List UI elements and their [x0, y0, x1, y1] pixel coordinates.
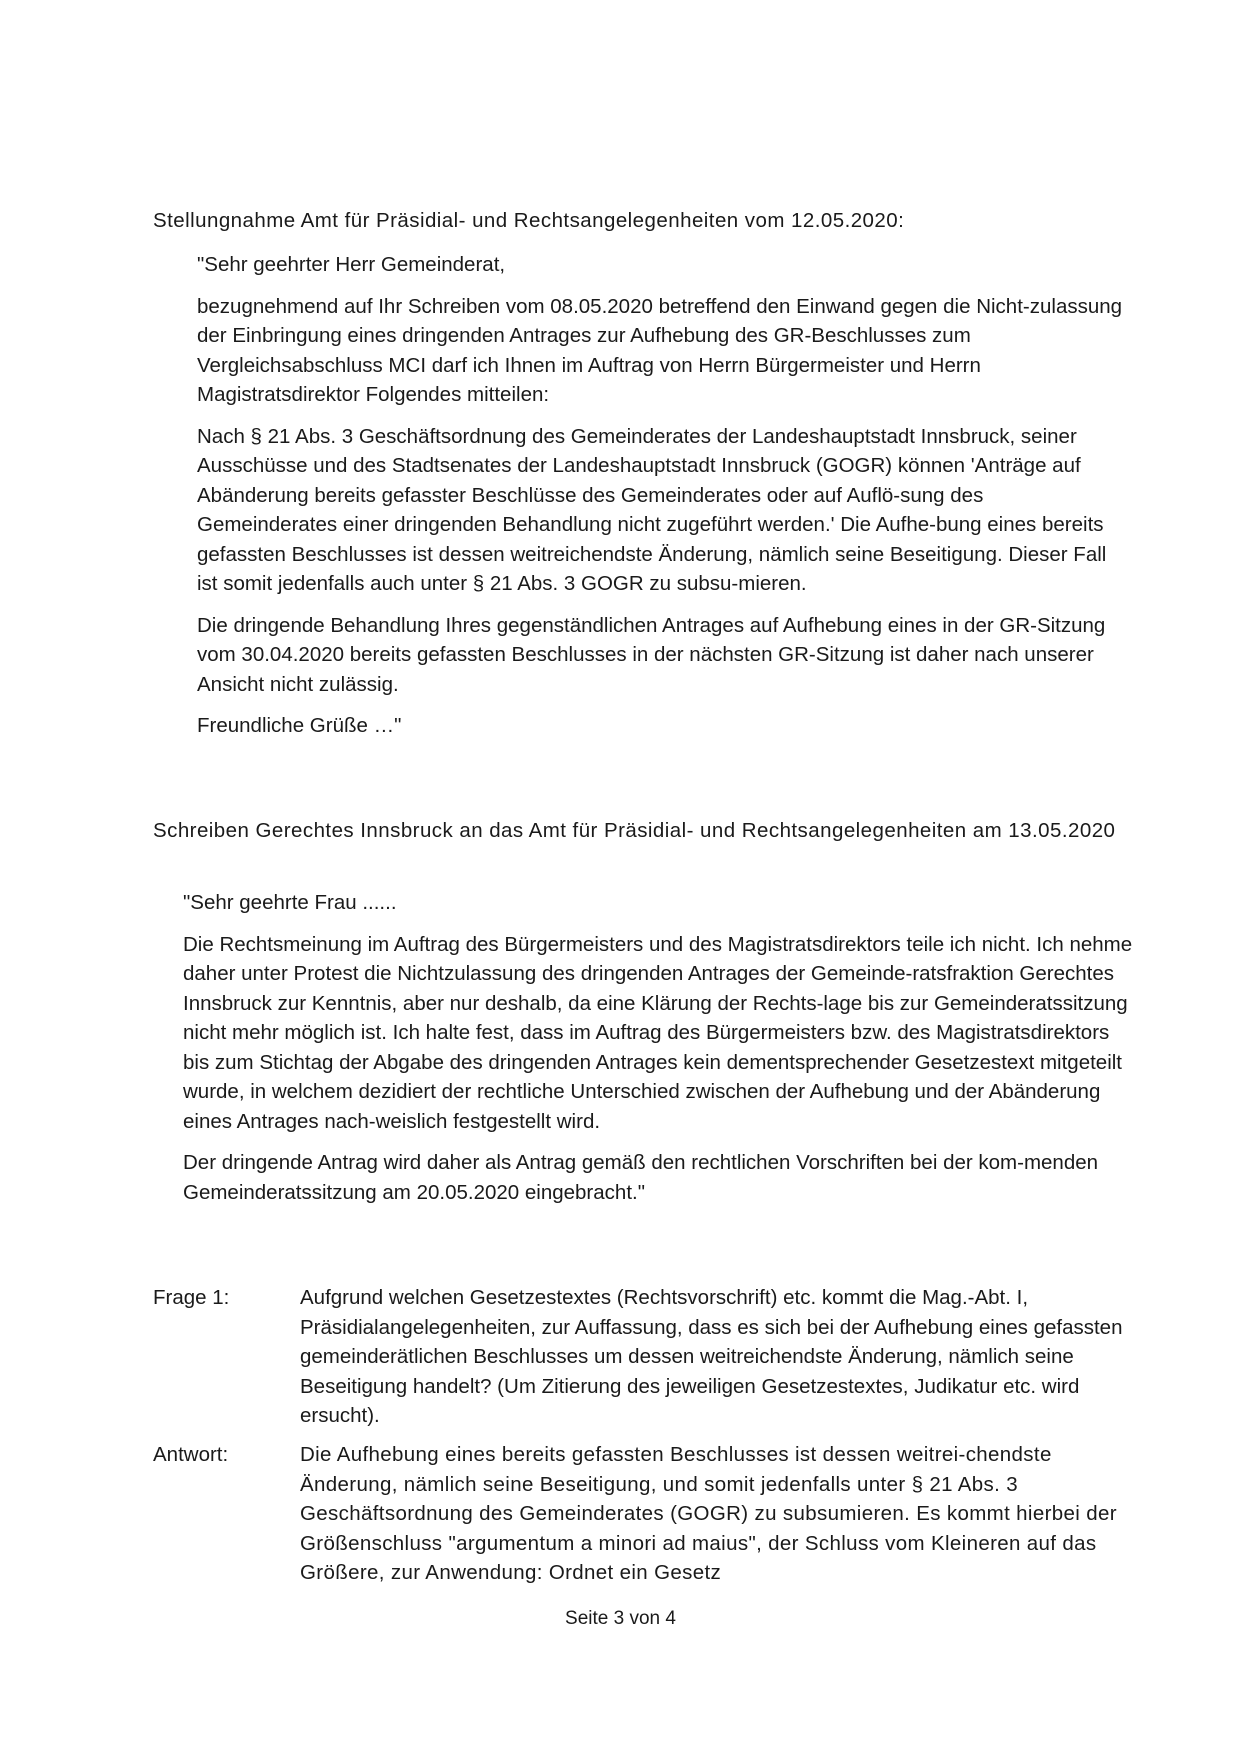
answer-label: Antwort:: [153, 1443, 229, 1466]
statement-paragraph-1: bezugnehmend auf Ihr Schreiben vom 08.05.2020 betreffend den Einwand gegen die Nicht-zulassung der Einbringung eines dringenden Antrages zur Aufhebung des GR-Beschlusses zum Vergleichsabschluss MCI darf ich Ihnen im Auftrag von Herrn Bürgermeister und Herrn Magistratsdirektor Folgendes mitteilen:: [197, 294, 1123, 406]
statement-paragraph-2: Nach § 21 Abs. 3 Geschäftsordnung des Gemeinderates der Landeshauptstadt Innsbruck, seiner Ausschüsse und des Stadtsenates der Landeshauptstadt Innsbruck (GOGR) können 'Anträge auf Abänderung bereits gefasster Beschlüsse des Gemeinderates oder auf Auflö-sung des Gemeinderates einer dringenden Behandlung nicht zugeführt werden.' Die Aufhe-bung eines bereits gefassten Beschlusses ist dessen weitreichendste Änderung, nämlich seine Beseitigung. Dieser Fall ist somit jedenfalls auch unter § 21 Abs. 3 GOGR zu subsu-mieren.: [197, 424, 1107, 595]
answer-text: Die Aufhebung eines bereits gefassten Beschlusses ist dessen weitrei-chendste Änderung, nämlich seine Beseitigung, und somit jedenfalls unter § 21 Abs. 3 Geschäftsordnung des Gemeinderates (GOGR) zu subsumieren. Es kommt hierbei der Größenschluss "argumentum a minori ad maius", der Schluss vom Kleineren auf das Größere, zur Anwendung: Ordnet ein Gesetz: [300, 1443, 1117, 1584]
letter-paragraph-1: Die Rechtsmeinung im Auftrag des Bürgermeisters und des Magistratsdirektors teile ich nicht. Ich nehme daher unter Protest die Nichtzulassung des dringenden Antrages der Gemeinde-ratsfraktion Gerechtes Innsbruck zur Kenntnis, aber nur deshalb, da eine Klärung der Rechts-lage bis zur Gemeinderatssitzung nicht mehr möglich ist. Ich halte fest, dass im Auftrag des Bürgermeisters bzw. des Magistratsdirektors bis zum Stichtag der Abgabe des dringenden Antrages kein dementsprechender Gesetzestext mitgeteilt wurde, in welchem dezidiert der rechtliche Unterschied zwischen der Aufhebung und der Abänderung eines Antrages nach-weislich festgestellt wird.: [183, 932, 1133, 1133]
section-heading-statement: Stellungnahme Amt für Präsidial- und Rechtsangelegenheiten vom 12.05.2020:: [153, 209, 905, 232]
letter-salutation: "Sehr geehrte Frau ......: [183, 891, 397, 914]
question-text: Aufgrund welchen Gesetzestextes (Rechtsvorschrift) etc. kommt die Mag.-Abt. I, Präsidialangelegenheiten, zur Auffassung, dass es sich bei der Aufhebung eines gefassten gemeinderätlichen Beschlusses um dessen weitreichendste Änderung, nämlich seine Beseitigung handelt? (Um Zitierung des jeweiligen Gesetzestextes, Judikatur etc. wird ersucht).: [300, 1286, 1123, 1427]
question-label: Frage 1:: [153, 1286, 230, 1309]
section-heading-letter: Schreiben Gerechtes Innsbruck an das Amt für Präsidial- und Rechtsangelegenheiten am 13.05.2020: [153, 819, 1116, 842]
letter-paragraph-2: Der dringende Antrag wird daher als Antrag gemäß den rechtlichen Vorschriften bei der kom-menden Gemeinderatssitzung am 20.05.2020 eingebracht.": [183, 1151, 1099, 1204]
statement-salutation: "Sehr geehrter Herr Gemeinderat,: [197, 253, 506, 276]
letter-quote: [183, 888, 1133, 1207]
statement-quote: [197, 250, 1127, 741]
statement-closing: Freundliche Grüße …": [197, 714, 402, 737]
statement-paragraph-3: Die dringende Behandlung Ihres gegenständlichen Antrages auf Aufhebung eines in der GR-Sitzung vom 30.04.2020 bereits gefassten Beschlusses in der nächsten GR-Sitzung ist daher nach unserer Ansicht nicht zulässig.: [197, 613, 1106, 696]
page-number: Seite 3 von 4: [565, 1608, 676, 1629]
